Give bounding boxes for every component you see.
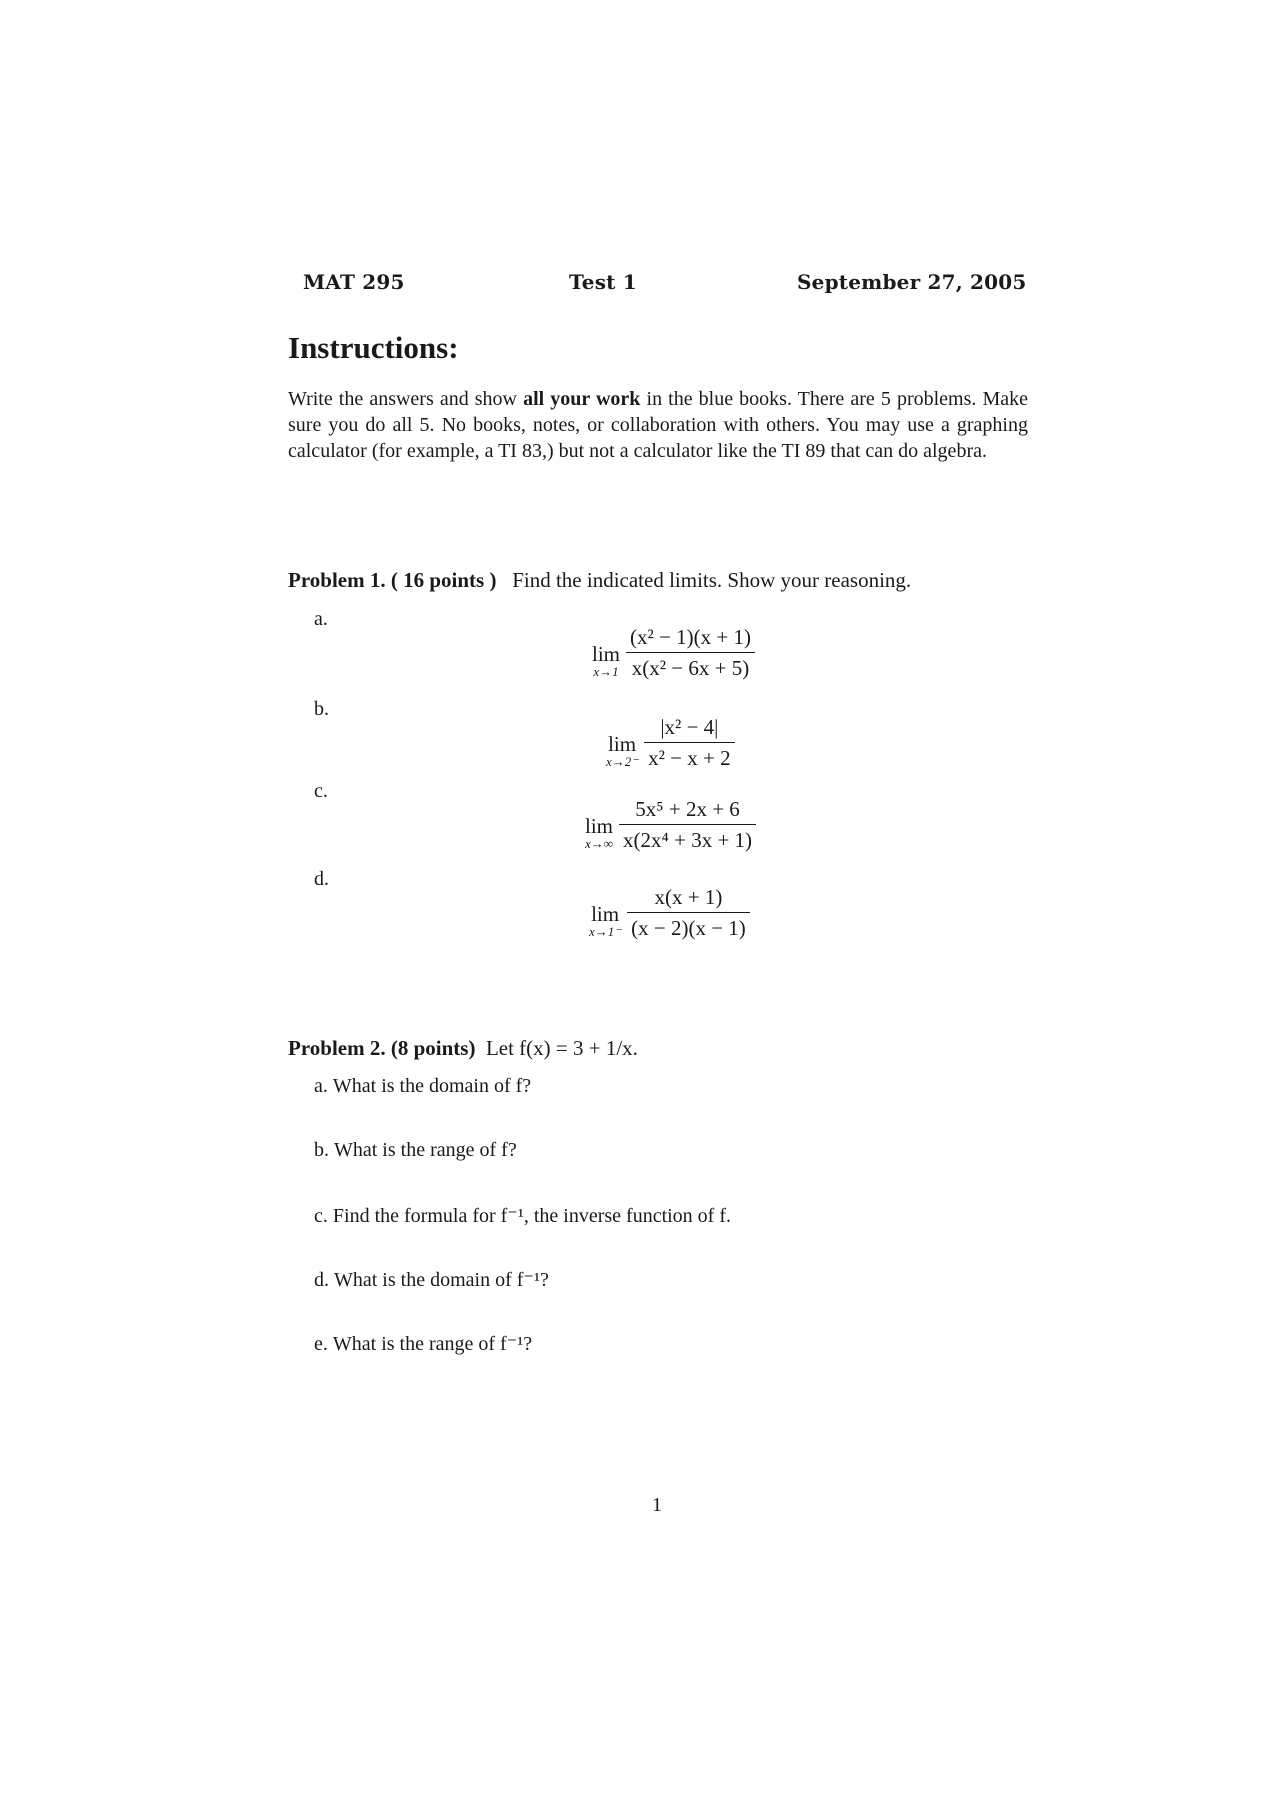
problem-1b-label: b. bbox=[314, 698, 329, 720]
lim-operator: lim bbox=[585, 813, 614, 838]
instructions-text-1: Write the answers and show bbox=[288, 388, 524, 410]
problem-1c-label: c. bbox=[314, 780, 328, 802]
item-label: e. bbox=[314, 1333, 328, 1355]
problem-1d-limit bbox=[589, 884, 750, 941]
problem-2-prompt: Let f(x) = 3 + 1/x. bbox=[485, 1036, 638, 1060]
problem-2d bbox=[314, 1267, 549, 1292]
item-label: d. bbox=[314, 1269, 329, 1291]
problem-1a-label: a. bbox=[314, 608, 328, 630]
lim-subscript: x→1⁻ bbox=[589, 923, 622, 939]
limit-fraction bbox=[627, 884, 750, 941]
instructions-text-2: in the blue books. There are 5 problems. Make sure you do all 5. No books, notes, or collaboration with others. You may use a graphing calculator (for example, a TI 83,) but not a calculator like the TI 89 that can do algebra. bbox=[288, 388, 1028, 462]
problem-2-heading bbox=[288, 1036, 638, 1061]
lim-operator: lim bbox=[592, 641, 621, 666]
instructions-heading: Instructions: bbox=[288, 330, 459, 365]
item-text: What is the range of f? bbox=[334, 1139, 517, 1161]
item-text: Find the formula for f⁻¹, the inverse function of f. bbox=[332, 1205, 732, 1227]
item-label: b. bbox=[314, 1139, 329, 1161]
denominator: x(2x⁴ + 3x + 1) bbox=[623, 828, 753, 852]
instructions-paragraph bbox=[288, 386, 1028, 464]
item-text: What is the domain of f? bbox=[332, 1075, 532, 1097]
instructions-bold: all your work bbox=[523, 388, 641, 410]
lim-subscript: x→2⁻ bbox=[606, 753, 639, 769]
item-text: What is the domain of f⁻¹? bbox=[334, 1269, 549, 1291]
problem-1a-limit bbox=[592, 624, 755, 681]
numerator: (x² − 1)(x + 1) bbox=[630, 625, 751, 649]
course-code: MAT 295 bbox=[303, 270, 405, 294]
numerator: 5x⁵ + 2x + 6 bbox=[635, 797, 740, 821]
item-text: What is the range of f⁻¹? bbox=[332, 1333, 533, 1355]
problem-2e bbox=[314, 1331, 532, 1356]
problem-2b bbox=[314, 1139, 517, 1162]
problem-1d-label: d. bbox=[314, 868, 329, 890]
problem-2-title: Problem 2. (8 points) bbox=[288, 1036, 476, 1060]
numerator: |x² − 4| bbox=[660, 715, 719, 739]
limit-fraction bbox=[619, 796, 756, 853]
problem-1c-limit bbox=[585, 796, 756, 853]
problem-1-title: Problem 1. ( 16 points ) bbox=[288, 568, 497, 592]
limit-fraction bbox=[644, 714, 734, 771]
problem-2a bbox=[314, 1075, 531, 1098]
lim-subscript: x→1 bbox=[593, 663, 619, 679]
denominator: (x − 2)(x − 1) bbox=[631, 916, 746, 940]
problem-2c bbox=[314, 1203, 731, 1228]
test-date: September 27, 2005 bbox=[797, 270, 1027, 294]
lim-subscript: x→∞ bbox=[585, 835, 614, 851]
lim-operator: lim bbox=[591, 901, 620, 926]
denominator: x(x² − 6x + 5) bbox=[631, 656, 750, 680]
test-title: Test 1 bbox=[569, 270, 637, 294]
lim-operator: lim bbox=[608, 731, 637, 756]
item-label: a. bbox=[314, 1075, 328, 1097]
problem-1b-limit bbox=[606, 714, 735, 771]
limit-fraction bbox=[626, 624, 755, 681]
problem-1-heading bbox=[288, 568, 911, 593]
numerator: x(x + 1) bbox=[654, 885, 723, 909]
item-label: c. bbox=[314, 1205, 328, 1227]
denominator: x² − x + 2 bbox=[648, 746, 731, 770]
page-number: 1 bbox=[652, 1494, 662, 1516]
problem-1-prompt: Find the indicated limits. Show your reasoning. bbox=[512, 568, 912, 592]
